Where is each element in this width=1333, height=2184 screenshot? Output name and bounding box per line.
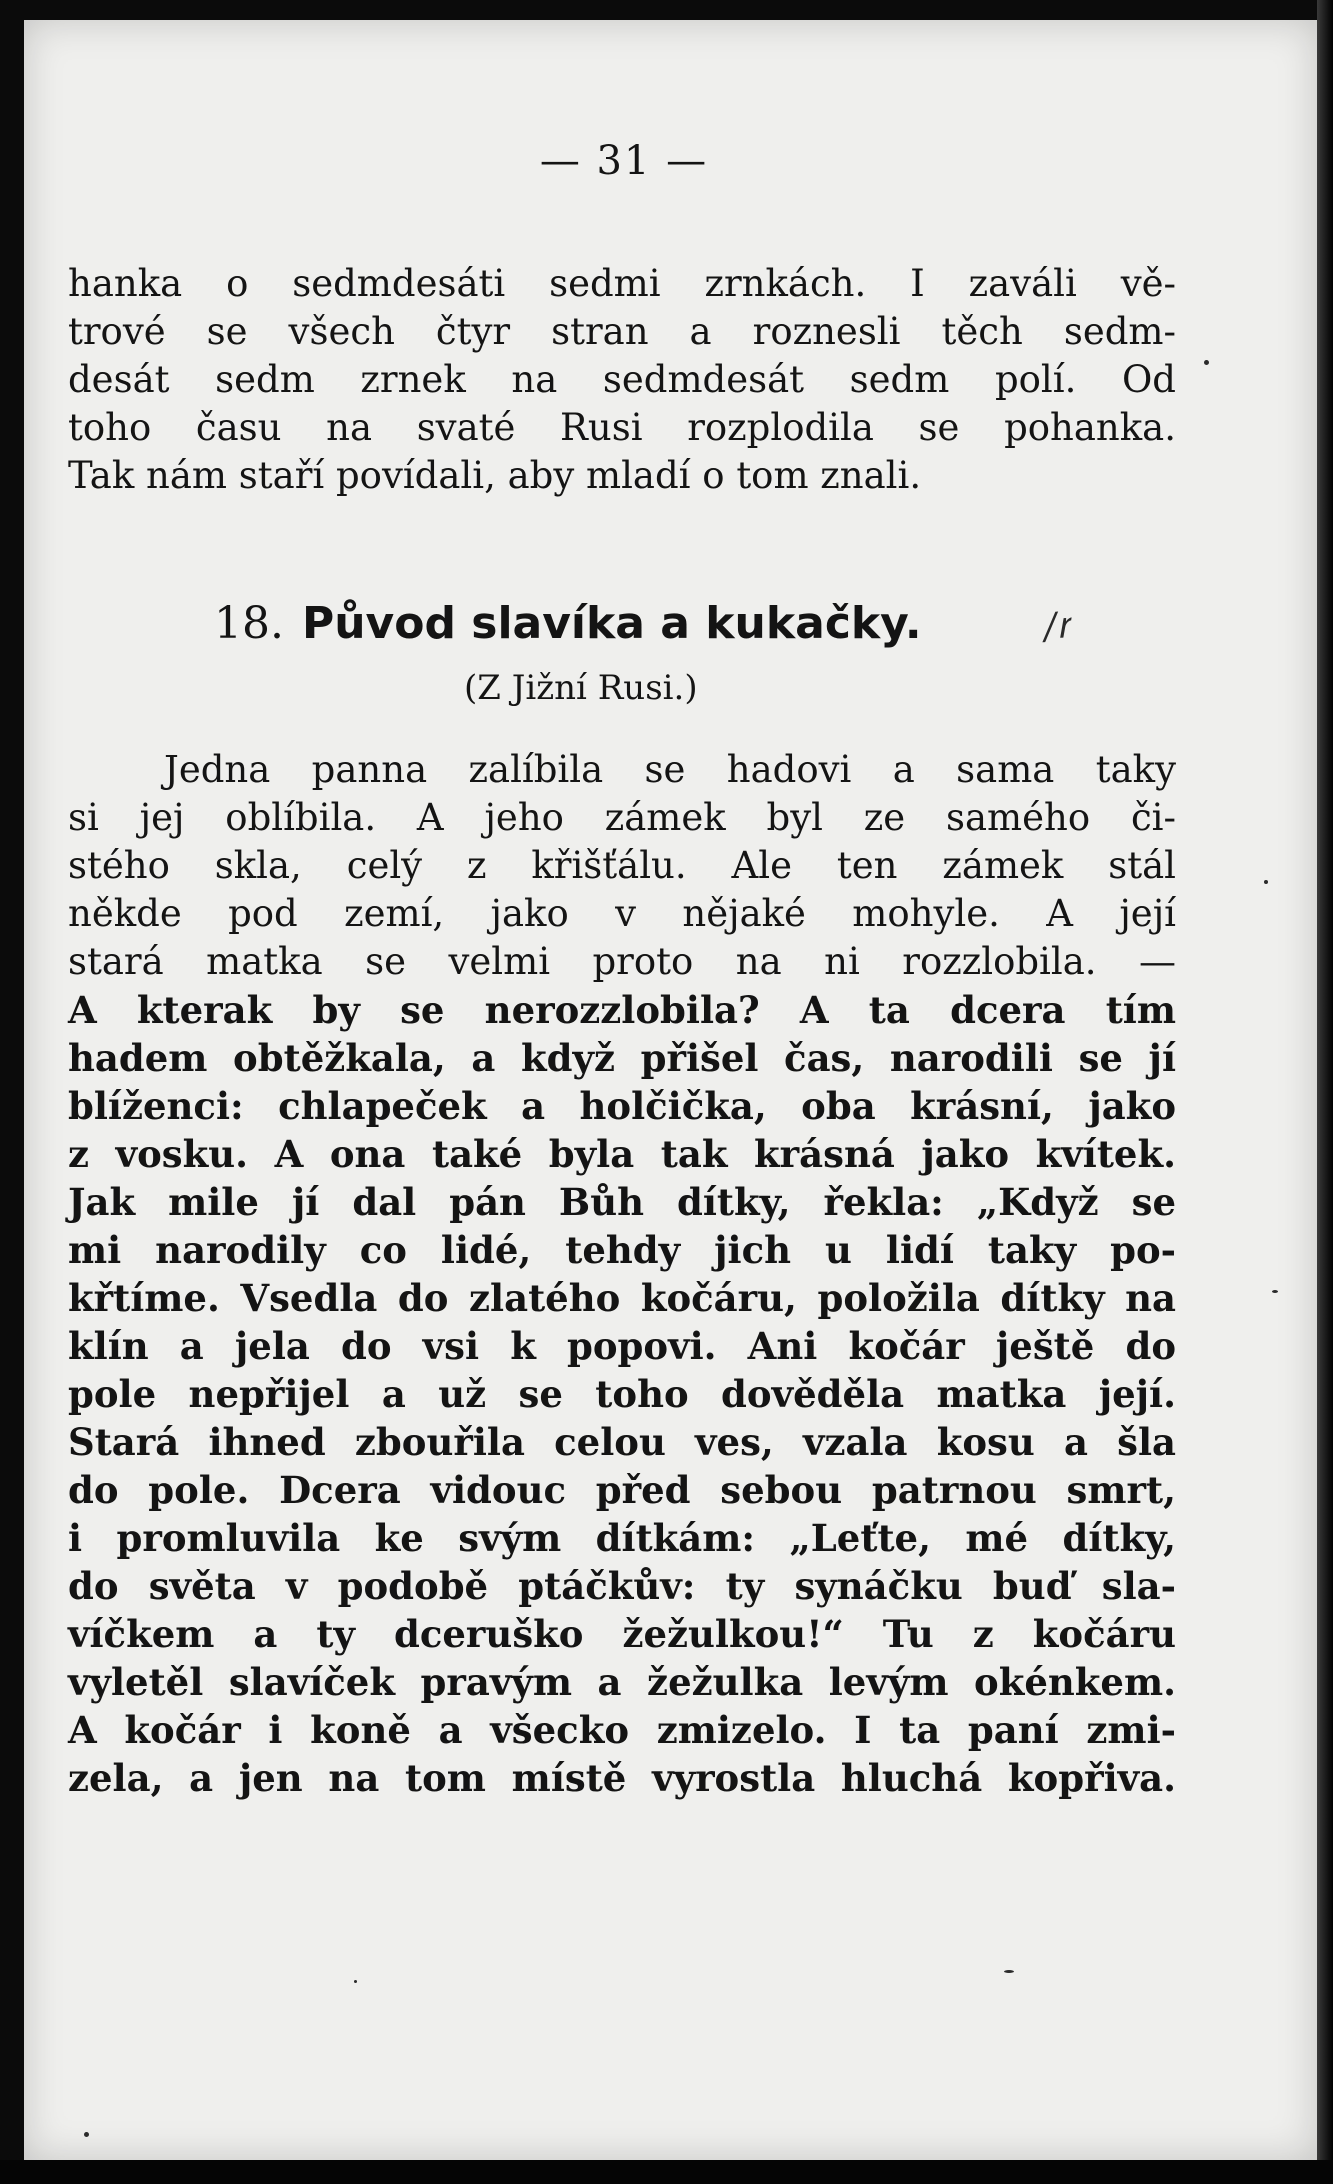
scan-speck: [1204, 360, 1209, 365]
text-line: vyletěl slavíček pravým a žežulka levým okénkem.: [68, 1660, 1176, 1704]
text-line: Jedna panna zalíbila se hadovi a sama taky: [164, 748, 1176, 791]
text-line: si jej oblíbila. A jeho zámek byl ze samého či-: [68, 796, 1176, 839]
scan-speck: [354, 1980, 357, 1983]
text-line: toho času na svaté Rusi rozplodila se pohanka.: [68, 406, 1176, 449]
scan-edge-bottom: [0, 2160, 1333, 2184]
text-line: stará matka se velmi proto na ni rozzlobila. —: [68, 940, 1176, 983]
text-line: víčkem a ty dceruško žežulkou!“ Tu z kočáru: [68, 1612, 1176, 1656]
text-line: křtíme. Vsedla do zlatého kočáru, položila dítky na: [68, 1276, 1176, 1320]
section-heading: [214, 596, 922, 652]
scan-edge-right: [1317, 0, 1333, 2184]
text-line: mi narodily co lidé, tehdy jich u lidí taky po-: [68, 1228, 1176, 1272]
scan-speck: [1264, 880, 1268, 884]
section-number: 18.: [214, 598, 284, 649]
text-line: A kterak by se nerozzlobila? A ta dcera tím: [68, 988, 1176, 1032]
text-line: Stará ihned zbouřila celou ves, vzala kosu a šla: [68, 1420, 1176, 1464]
text-line: blíženci: chlapeček a holčička, oba krásní, jako: [68, 1084, 1176, 1128]
text-line: zela, a jen na tom místě vyrostla hluchá kopřiva.: [68, 1756, 1176, 1800]
text-line: do světa v podobě ptáčkův: ty synáčku buď sla-: [68, 1564, 1176, 1608]
text-line: stého skla, celý z křišťálu. Ale ten zámek stál: [68, 844, 1176, 887]
text-line: trové se všech čtyr stran a roznesli těch sedm-: [68, 310, 1176, 353]
text-line: pole nepřijel a už se toho dověděla matka její.: [68, 1372, 1176, 1416]
text-line: desát sedm zrnek na sedmdesát sedm polí. Od: [68, 358, 1176, 401]
scan-speck: [1004, 1970, 1014, 1973]
text-line: i promluvila ke svým dítkám: „Leťte, mé dítky,: [68, 1516, 1176, 1560]
text-line: klín a jela do vsi k popovi. Ani kočár ještě do: [68, 1324, 1176, 1368]
text-line: A kočár i koně a všecko zmizelo. I ta paní zmi-: [68, 1708, 1176, 1752]
section-subtitle: (Z Jižní Rusi.): [464, 668, 698, 708]
text-line: Jak mile jí dal pán Bůh dítky, řekla: „Když se: [68, 1180, 1176, 1224]
text-line: hadem obtěžkala, a když přišel čas, narodili se jí: [68, 1036, 1176, 1080]
scan-speck: [84, 2132, 89, 2137]
page-number: — 31 —: [539, 138, 709, 184]
text-line: z vosku. A ona také byla tak krásná jako kvítek.: [68, 1132, 1176, 1176]
text-line: Tak nám staří povídali, aby mladí o tom znali.: [68, 454, 922, 497]
book-page: [24, 20, 1317, 2160]
text-line: hanka o sedmdesáti sedmi zrnkách. I zaváli vě-: [68, 262, 1176, 305]
text-line: do pole. Dcera vidouc před sebou patrnou smrt,: [68, 1468, 1176, 1512]
text-line: někde pod zemí, jako v nějaké mohyle. A její: [68, 892, 1176, 935]
section-title: Původ slavíka a kukačky.: [301, 598, 922, 649]
scan-speck: [1272, 1290, 1278, 1293]
handwritten-note: /ꭇ: [1042, 605, 1070, 648]
